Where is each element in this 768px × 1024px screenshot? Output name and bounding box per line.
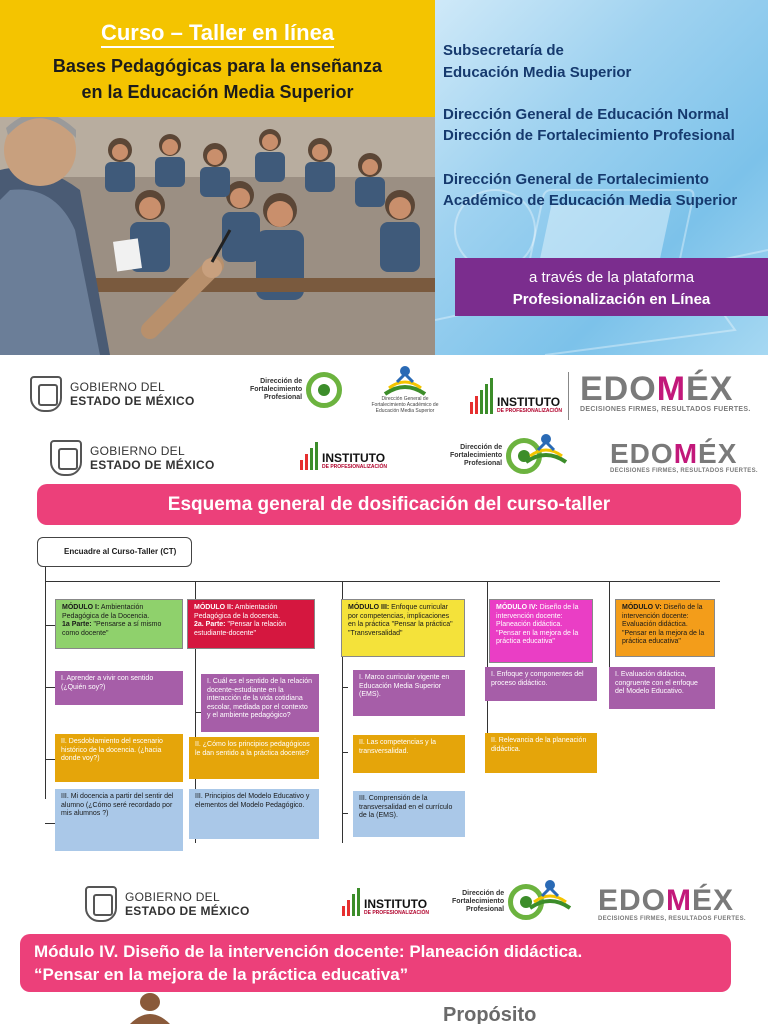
- branch-line: [45, 581, 720, 582]
- bars-icon: [300, 442, 318, 470]
- org-dfp: Dirección de Fortalecimiento Profesional: [443, 127, 735, 144]
- module-1-part-label: 1a Parte:: [62, 621, 92, 629]
- dfp-line2: Fortalecimiento: [250, 386, 303, 393]
- module-5-item-1: I. Evaluación didáctica, congruente con el enfoque del Modelo Educativo.: [609, 667, 715, 709]
- gobierno-edomex-logo: [50, 440, 215, 476]
- root-node: Encuadre al Curso-Taller (CT): [37, 537, 192, 567]
- dgesu-caption: Dirección General de Fortalecimiento Académico de Educación Media Superior: [371, 396, 439, 414]
- module-4: [489, 599, 593, 663]
- tick: [342, 752, 348, 753]
- module-4-header: [20, 934, 731, 992]
- dfp-line2: Fortalecimiento: [452, 898, 505, 905]
- course-subtitle-line2: en la Educación Media Superior: [81, 82, 354, 102]
- books-icon: [383, 364, 427, 396]
- instituto-name: INSTITUTO: [364, 897, 428, 911]
- module-5-title: Diseño de la intervención docente: Evaluación didáctica. "Pensar en la mejora de la práctica educativa": [622, 604, 705, 646]
- module-4-header-line1: Módulo IV. Diseño de la intervención docente: Planeación didáctica.: [34, 942, 583, 961]
- trunk-line: [45, 567, 46, 799]
- tick: [45, 823, 55, 824]
- instituto-sub: DE PROFESIONALIZACIÓN: [364, 910, 430, 916]
- gov-logo-line1: GOBIERNO DEL: [125, 890, 220, 904]
- edomex-tagline: DECISIONES FIRMES, RESULTADOS FUERTES.: [598, 916, 746, 922]
- state-seal-icon: [50, 440, 82, 476]
- course-schema-diagram: [37, 537, 741, 877]
- course-subtitle-line1: Bases Pedagógicas para la enseñanza: [52, 56, 383, 76]
- gobierno-edomex-logo: [85, 886, 250, 922]
- instituto-name: INSTITUTO: [497, 395, 561, 409]
- platform-name: Profesionalización en Línea: [512, 291, 711, 308]
- module-1-label: MÓDULO I:: [62, 604, 100, 611]
- edomex-logo: [610, 440, 758, 474]
- purpose-title: Propósito: [443, 1004, 537, 1024]
- tick: [45, 687, 55, 688]
- dfp-circle-icon: [306, 372, 342, 408]
- org-dgfa-line1: Dirección General de Fortalecimiento: [443, 171, 709, 188]
- edomex-part-m: M: [656, 370, 687, 408]
- module-2-item-2: II. ¿Cómo los principios pedagógicos le dan sentido a la práctica docente?: [189, 737, 319, 779]
- state-seal-icon: [30, 376, 62, 412]
- tick: [45, 625, 55, 626]
- module-3-item-2: II. Las competencias y la transversalidad.: [353, 735, 465, 773]
- edomex-part-a: EDO: [610, 438, 674, 469]
- module-1-part: "Pensarse a sí mismo como docente": [62, 621, 162, 637]
- module-4-item-2: II. Relevancia de la planeación didáctica.: [485, 733, 597, 773]
- org-dgen: Dirección General de Educación Normal: [443, 106, 729, 123]
- dfp-line1: Dirección de: [462, 890, 505, 897]
- edomex-logo: [580, 372, 751, 413]
- bars-icon: [470, 378, 493, 414]
- dfp-line1: Dirección de: [260, 378, 303, 385]
- person-illustration: [125, 990, 175, 1024]
- module-1-title: Ambientación Pedagógica de la Docencia.: [62, 604, 150, 620]
- module-3-item-1: I. Marco curricular vigente en Educación Media Superior (EMS).: [353, 670, 465, 716]
- instituto-name: INSTITUTO: [322, 451, 386, 465]
- gov-logo-line2: ESTADO DE MÉXICO: [125, 904, 250, 918]
- gov-logo-line1: GOBIERNO DEL: [70, 380, 165, 394]
- dfp-line3: Profesional: [466, 906, 505, 913]
- books-icon: [528, 878, 572, 910]
- tick: [342, 687, 348, 688]
- module-3-item-3: III. Comprensión de la transversalidad en el currículo de la (EMS).: [353, 791, 465, 837]
- bars-icon: [342, 888, 360, 916]
- dfp-line1: Dirección de: [460, 444, 503, 451]
- dfp-line3: Profesional: [464, 460, 503, 467]
- books-icon: [524, 432, 568, 464]
- module-2-title: Ambientación Pedagógica de la docencia.: [194, 604, 281, 620]
- module-1-item-3: III. Mi docencia a partir del sentir del alumno (¿Cómo seré recordado por mis alumnos ?): [55, 789, 183, 851]
- module-2-part-label: 2a. Parte:: [194, 621, 226, 629]
- logo-strip-top: [0, 370, 768, 425]
- edomex-tagline: DECISIONES FIRMES, RESULTADOS FUERTES.: [580, 406, 751, 413]
- gov-logo-line1: GOBIERNO DEL: [90, 444, 185, 458]
- module-2-item-1: I. Cuál es el sentido de la relación docente-estudiante en la interacción de la vida cotidiana escolar, mediada por el contexto y el ambiente pedagógico?: [201, 674, 319, 732]
- instituto-sub: DE PROFESIONALIZACIÓN: [497, 408, 563, 414]
- instituto-logo: [470, 378, 562, 414]
- gobierno-edomex-logo: [30, 376, 195, 412]
- module-3-label: MÓDULO III:: [348, 604, 390, 611]
- module-2-part: "Pensar la relación estudiante-docente": [194, 621, 286, 637]
- dfp-logo: [250, 372, 342, 408]
- module-3-title: Enfoque curricular por competencias, implicaciones en la práctica "Pensar la práctica" "Transversalidad": [348, 604, 453, 637]
- edomex-logo: [598, 886, 746, 922]
- module-1-item-1: I. Aprender a vivir con sentido (¿Quién soy?): [55, 671, 183, 705]
- module-4-title: Diseño de la intervención docente: Planeación didáctica. "Pensar en la mejora de la práctica educativa": [496, 604, 579, 646]
- module-1-item-2: II. Desdoblamiento del escenario histórico de la docencia. (¿hacia donde voy?): [55, 734, 183, 782]
- module-1: [55, 599, 183, 649]
- edomex-part-b: ÉX: [692, 884, 735, 917]
- module-5-label: MÓDULO V:: [622, 604, 662, 611]
- module-5: [615, 599, 715, 657]
- organizations-panel: [435, 0, 768, 355]
- state-seal-icon: [85, 886, 117, 922]
- schema-title: Esquema general de dosificación del curso-taller: [37, 484, 741, 525]
- edomex-part-a: EDO: [580, 370, 657, 408]
- dgesu-logo: [524, 432, 568, 464]
- edomex-part-m: M: [666, 884, 693, 917]
- module-4-item-1: I. Enfoque y componentes del proceso didáctico.: [485, 667, 597, 701]
- module-4-label: MÓDULO IV:: [496, 604, 538, 611]
- org-subsecretaria-line1: Subsecretaría de: [443, 42, 564, 59]
- edomex-part-m: M: [673, 438, 699, 469]
- dfp-line2: Fortalecimiento: [450, 452, 503, 459]
- dgesu-logo: [528, 878, 572, 910]
- logo-divider: [568, 372, 569, 420]
- module-3: [341, 599, 465, 657]
- org-dgfa-line2: Académico de Educación Media Superior: [443, 192, 738, 209]
- edomex-part-b: ÉX: [698, 438, 738, 469]
- module-4-header-line2: “Pensar en la mejora de la práctica educativa”: [34, 965, 409, 984]
- edomex-tagline: DECISIONES FIRMES, RESULTADOS FUERTES.: [610, 468, 758, 474]
- org-subsecretaria-line2: Educación Media Superior: [443, 64, 632, 81]
- instituto-logo: [300, 442, 387, 470]
- platform-intro: a través de la plataforma: [528, 269, 695, 286]
- tick: [45, 759, 55, 760]
- logo-strip-middle: [0, 438, 768, 478]
- dfp-line3: Profesional: [264, 394, 303, 401]
- instituto-sub: DE PROFESIONALIZACIÓN: [322, 464, 388, 470]
- module-2-label: MÓDULO II:: [194, 604, 234, 611]
- module-2-item-3: III. Principios del Modelo Educativo y elementos del Modelo Pedagógico.: [189, 789, 319, 839]
- dgesu-logo: [370, 364, 440, 414]
- course-title: Curso – Taller en línea: [0, 20, 435, 46]
- module-2: [187, 599, 315, 649]
- edomex-part-a: EDO: [598, 884, 667, 917]
- tick: [342, 813, 348, 814]
- instituto-logo: [342, 888, 429, 916]
- platform-banner: [455, 258, 768, 316]
- gov-logo-line2: ESTADO DE MÉXICO: [70, 394, 195, 408]
- hero-banner: [0, 0, 768, 355]
- gov-logo-line2: ESTADO DE MÉXICO: [90, 458, 215, 472]
- edomex-part-b: ÉX: [686, 370, 734, 408]
- logo-strip-bottom: [0, 884, 768, 924]
